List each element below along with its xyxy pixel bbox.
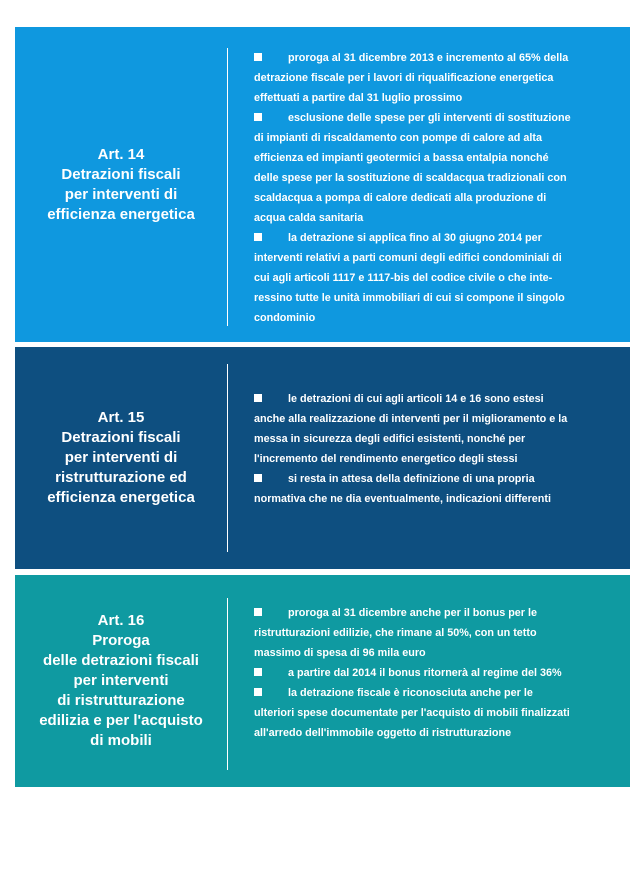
vertical-divider (227, 48, 228, 326)
bullet-text-line: ulteriori spese documentate per l'acquisto di mobili finalizzati (254, 707, 570, 719)
square-bullet-icon (254, 668, 262, 676)
bullet-text-line: efficienza ed impianti geotermici a bassa entalpia nonché (254, 152, 549, 164)
title-line: edilizia e per l'acquisto (39, 712, 203, 729)
title-line: per interventi di (64, 185, 178, 203)
title-line: per interventi (73, 672, 169, 689)
vertical-divider (227, 598, 228, 770)
bullet-item (254, 389, 626, 469)
bullet-text-line: di impianti di riscaldamento con pompe di calore ad alta (254, 132, 542, 144)
panel-title (15, 347, 227, 569)
bullet-text-line: ristrutturazioni edilizie, che rimane al 50%, con un tetto (254, 627, 537, 639)
title-line: Detrazioni fiscali (61, 429, 181, 446)
panel-art-15 (15, 347, 630, 569)
bullet-list (254, 389, 626, 509)
panel-title (15, 27, 227, 342)
bullet-text-line: l'incremento del rendimento energetico degli stessi (254, 453, 518, 465)
panel-art-14 (15, 27, 630, 342)
panel-art-16 (15, 575, 630, 787)
bullet-text-line: si resta in attesa della definizione di una propria (288, 473, 535, 485)
bullet-text-line: all'arredo dell'immobile oggetto di ristrutturazione (254, 727, 512, 739)
title-line: di ristrutturazione (57, 692, 185, 709)
vertical-divider (227, 364, 228, 552)
bullet-text-line: anche alla realizzazione di interventi per il miglioramento e la (254, 413, 568, 425)
title-line: efficienza energetica (47, 205, 195, 223)
title-line: di mobili (90, 732, 152, 749)
title-line: Proroga (92, 632, 150, 649)
bullet-text-line: effettuati a partire dal 31 luglio prossimo (254, 92, 463, 104)
bullet-text-line: normativa che ne dia eventualmente, indicazioni differenti (254, 493, 551, 505)
title-line: Detrazioni fiscali (61, 165, 181, 183)
square-bullet-icon (254, 394, 262, 402)
bullet-text-line: delle spese per la sostituzione di scaldacqua tradizionali con (254, 172, 567, 184)
title-line: Art. 16 (97, 612, 145, 629)
square-bullet-icon (254, 113, 262, 121)
bullet-item (254, 469, 626, 509)
bullet-list (254, 48, 626, 328)
bullet-text-line: ressino tutte le unità immobiliari di cui si compone il singolo (254, 292, 565, 304)
bullet-text-line: scaldacqua a pompa di calore dedicati alla produzione di (254, 192, 547, 204)
bullet-list (254, 603, 626, 743)
bullet-item (254, 663, 626, 683)
bullet-text-line: la detrazione fiscale è riconosciuta anche per le (288, 687, 533, 699)
title-line: delle detrazioni fiscali (43, 652, 199, 669)
square-bullet-icon (254, 688, 262, 696)
bullet-item (254, 48, 626, 108)
bullet-text-line: esclusione delle spese per gli interventi di sostituzione (288, 112, 571, 124)
bullet-text-line: a partire dal 2014 il bonus ritornerà al regime del 36% (288, 667, 562, 679)
bullet-text-line: cui agli articoli 1117 e 1117-bis del codice civile o che inte- (254, 272, 553, 284)
title-line: Art. 15 (97, 409, 145, 426)
bullet-text-line: proroga al 31 dicembre 2013 e incremento al 65% della (288, 52, 569, 64)
bullet-text-line: interventi relativi a parti comuni degli edifici condominiali di (254, 252, 562, 264)
square-bullet-icon (254, 608, 262, 616)
bullet-text-line: proroga al 31 dicembre anche per il bonus per le (288, 607, 538, 619)
panel-title (15, 575, 227, 787)
bullet-text-line: acqua calda sanitaria (254, 212, 364, 224)
square-bullet-icon (254, 53, 262, 61)
bullet-text-line: la detrazione si applica fino al 30 giugno 2014 per (288, 232, 542, 244)
title-line: ristrutturazione ed (55, 469, 187, 486)
bullet-text-line: le detrazioni di cui agli articoli 14 e 16 sono estesi (288, 393, 544, 405)
square-bullet-icon (254, 233, 262, 241)
bullet-item (254, 603, 626, 663)
square-bullet-icon (254, 474, 262, 482)
title-line: efficienza energetica (47, 489, 195, 506)
bullet-text-line: massimo di spesa di 96 mila euro (254, 647, 426, 659)
title-line: Art. 14 (97, 145, 145, 163)
bullet-text-line: condominio (254, 312, 316, 324)
bullet-item (254, 683, 626, 743)
title-line: per interventi di (64, 449, 178, 466)
bullet-item (254, 108, 626, 228)
bullet-text-line: messa in sicurezza degli edifici esistenti, nonché per (254, 433, 526, 445)
bullet-item (254, 228, 626, 328)
bullet-text-line: detrazione fiscale per i lavori di riqualificazione energetica (254, 72, 554, 84)
